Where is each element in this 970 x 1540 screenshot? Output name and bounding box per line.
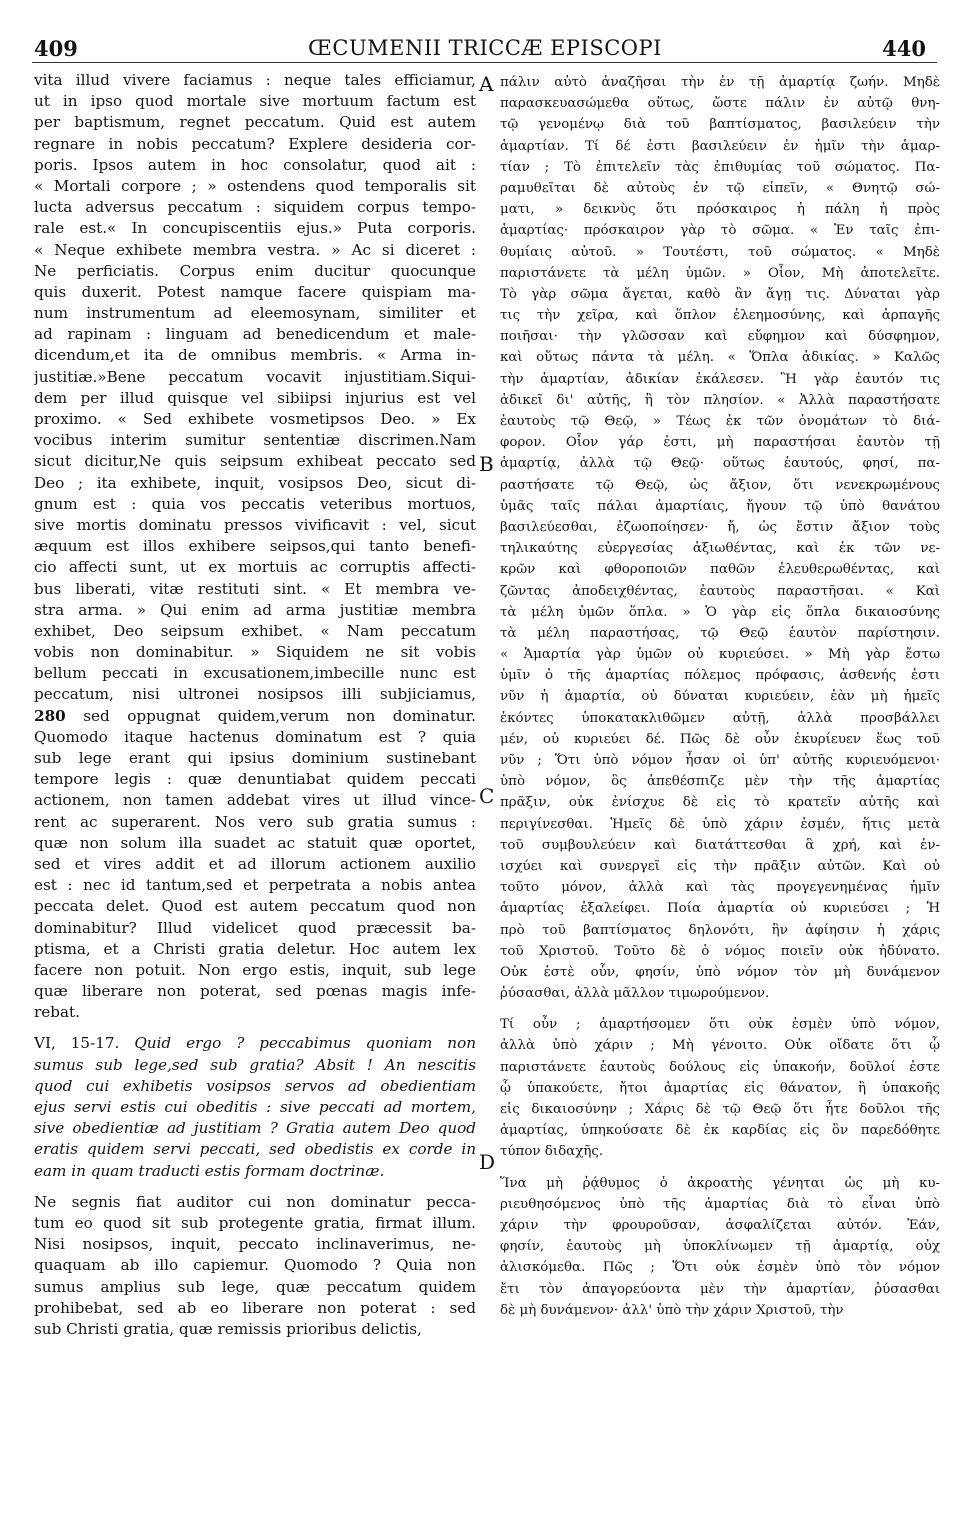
text-line: τὴν ἁμαρτίαν, ἀδικίαν ἐκάλεσεν. Ἢ γὰρ ἑαυτόν τις — [500, 371, 940, 387]
text-line: ad rapinam : linguam ad benedicendum et male- — [34, 325, 476, 344]
page-number-left: 409 — [34, 36, 78, 61]
text-line: vobis non dominabitur. » Siquidem ne sit vobis — [34, 643, 476, 662]
text-line: gnum est : quia vos peccatis veteribus mortuos, — [34, 494, 476, 513]
text-line: ῥύσασθαι, ἀλλὰ μᾶλλον τιμωρούμενον. — [500, 986, 770, 1002]
text-line: dicendum,et ita de omnibus membris. « Arma in- — [34, 346, 476, 365]
text-line: quis duxerit. Potest namque facere quispiam ma- — [34, 282, 476, 301]
text-line: Deo ; ita exhibete, inquit, vosipsos Deo, sicut di- — [34, 473, 476, 492]
text-line: quæ liberare non poterat, sed pœnas magis infe- — [34, 982, 476, 1001]
page-number-right: 440 — [882, 36, 926, 61]
text-line: ἑκόντες ὑποκατακλιθῶμεν αὐτῇ, ἀλλὰ προσβάλλει — [500, 710, 940, 726]
header-rule — [32, 62, 937, 63]
text-line: tempore legis : quæ denuntiabat quidem peccati — [34, 770, 476, 789]
text-line: ποιῆσαι· τὴν γλῶσσαν καὶ εὔφημον καὶ δύσφημον, — [500, 329, 940, 345]
text-line: νῦν ἡ ἁμαρτία, οὐ δύναται κυριεύειν, ἐὰν μὴ ἡμεῖς — [500, 689, 940, 705]
text-line: ἁμαρτίᾳ, ἀλλὰ τῷ Θεῷ· οὕτως ἑαυτούς, φησί, πα- — [500, 456, 940, 472]
text-line: παριστάνετε τὰ μέλη ὑμῶν. » Οἷον, Μὴ ἀποτελεῖτε. — [500, 265, 940, 281]
text-line: eratis quidem servi peccati, sed obedistis ex corde in — [34, 1140, 476, 1159]
text-line: sub Christi gratia, quæ remissis prioribus delictis, — [34, 1319, 422, 1338]
text-line: τὰ μέλη παραστήσας, τῷ Θεῷ ἑαυτὸν παρίστησιν. — [500, 625, 940, 641]
latin-column — [34, 70, 476, 1340]
text-line: rale est.« In concupiscentiis ejus.» Puta corporis. — [34, 219, 476, 238]
text-line: φησίν, ἑαυτοὺς μὴ ὑποκλίνωμεν τῇ ἁμαρτίᾳ, οὐχ — [500, 1239, 940, 1255]
text-line: sumus sub lege,sed sub gratia? Absit ! An nescitis — [34, 1055, 476, 1074]
text-line: ut in ipso quod mortale sive mortuum factum est — [34, 92, 476, 111]
text-line: peccata delet. Quod est autem peccatum quod non — [34, 897, 476, 916]
text-line: proximo. « Sed exhibete vosmetipsos Deo. » Ex — [34, 410, 476, 428]
text-line: « Neque exhibete membra vestra. » Ac si diceret : — [34, 240, 476, 259]
text-line: bellum peccati in excusationem,imbecille nunc est — [34, 664, 476, 683]
text-line: cio affecti sunt, ut ex mortuis ac corruptis affecti- — [34, 558, 476, 577]
margin-letter-a: A — [479, 72, 494, 96]
paragraph-gap — [34, 1023, 476, 1033]
text-line: ᾧ ὑπακούετε, ἤτοι ἁμαρτίας εἰς θάνατον, ἢ ὑπακοῆς — [500, 1080, 940, 1096]
text-line: Quomodo itaque hactenus dominatum est ? quia — [34, 727, 476, 746]
text-line: μέν, οὐ κυριεύει δέ. Πῶς δὲ οὖν ἐκυρίευεν ἕως τοῦ — [500, 731, 940, 747]
text-line: actionem, non tamen addebat vires ut illud vince- — [34, 791, 476, 810]
text-line: παριστάνετε ἑαυτοὺς δούλους εἰς ὑπακοήν, δοῦλοί ἐστε — [500, 1059, 940, 1075]
text-line: θυμίαις αὐτοῦ. » Τουτέστι, τοῦ σώματος. « Μηδὲ — [500, 244, 940, 260]
text-line: rebat. — [34, 1003, 80, 1022]
text-line: eam in quam traducti estis formam doctrinæ. — [34, 1161, 385, 1180]
text-line: facere non potuit. Non ergo estis, inquit, sub lege — [34, 960, 476, 979]
text-line: Ne perficiatis. Corpus enim ducitur quocunque — [34, 261, 476, 280]
text-line: exhibet, Deo seipsum exhibet. « Nam peccatum — [34, 621, 476, 640]
text-line: regnare in nobis peccatum? Explere desideria cor- — [34, 134, 476, 153]
margin-letter-d: D — [479, 1150, 496, 1174]
running-title: ŒCUMENII TRICCÆ EPISCOPI — [308, 36, 662, 60]
text-line: τίαν ; Τὸ ἐπιτελεῖν τὰς ἐπιθυμίας τοῦ σώματος. Πα- — [500, 159, 940, 175]
text-line: ἁμαρτίας· πρόσκαιρον γὰρ τὸ σῶμα. « Ἐν ταῖς ἐπι- — [500, 223, 940, 239]
text-line: ραμυθεῖται δὲ αὐτοὺς ἐν τῷ εἰπεῖν, « Θνητῷ σώ- — [500, 180, 940, 196]
text-line: bus liberati, vitæ restituti sint. « Et membra ve- — [34, 579, 476, 598]
text-line: ἁλισκόμεθα. Πῶς ; Ὅτι οὐκ ἐσμὲν ὑπὸ τὸν νόμον — [500, 1260, 940, 1276]
text-line: ζῶντας ἀποδειχθέντας, ἑαυτοὺς παραστῆσαι. « Καὶ — [500, 583, 940, 599]
text-line: παρασκευασώμεθα οὕτως, ὥστε πάλιν ἐν αὐτῷ θνη- — [500, 96, 940, 112]
text-line: peccatum, nisi ultronei nosipsos illi subjiciamus, — [34, 685, 476, 704]
text-line: νῦν ; Ὅτι ὑπὸ νόμον ἦσαν οἱ ὑπ' αὐτῆς κυριευόμενοι· — [500, 753, 940, 768]
margin-letter-b: B — [479, 452, 494, 476]
text-line: rent ac superarent. Nos vero sub gratia sumus : — [34, 812, 476, 831]
text-line: εἰς δικαιοσύνην ; Χάρις δὲ τῷ Θεῷ ὅτι ἦτε δοῦλοι τῆς — [500, 1102, 940, 1117]
text-line: ισχύει καὶ συνεργεῖ εἰς τὴν πρᾶξιν αὐτῶν. Καὶ οὐ — [500, 858, 940, 874]
text-line: per baptismum, regnet peccatum. Quid est autem — [34, 113, 476, 132]
text-line: τῷ γενομένῳ διὰ τοῦ βαπτίσματος, βασιλεύειν τὴν — [500, 117, 940, 133]
text-line: ριευθησόμενος ὑπὸ τῆς ἁμαρτίας διὰ τὸ εἶναι ὑπὸ — [500, 1196, 940, 1212]
text-line: sive obedientiæ ad justitiam ? Gratia autem Deo quod — [34, 1119, 476, 1138]
paragraph-gap — [500, 1163, 940, 1173]
text-line: Τί οὖν ; ἁμαρτήσομεν ὅτι οὐκ ἐσμὲν ὑπὸ νόμον, — [500, 1017, 940, 1033]
text-line: lucta adversus peccatum : siquidem corpus tempo- — [34, 198, 476, 217]
text-line: δὲ μὴ δυνάμενον· ἀλλ' ὑπὸ τὴν χάριν Χριστοῦ, τὴν — [500, 1302, 844, 1318]
text-line: VI, 15-17. Quid ergo ? peccabimus quoniam non — [34, 1034, 476, 1053]
text-line: τοῦ Χριστοῦ. Τοῦτο δὲ ὁ νόμος ποιεῖν οὐκ ἠδύνατο. — [500, 943, 940, 959]
text-line: τοῦτο μόνον, ἀλλὰ καὶ τὰς προγεγενημένας ἡμῖν — [500, 880, 940, 896]
text-line: sed et vires addit et ad illorum actionem auxilio — [34, 854, 476, 873]
text-line: ὑμῖν ὁ τῆς ἁμαρτίας πόλεμος πρόφασις, ἀσθενής ἐστι — [500, 668, 940, 684]
text-line: « Mortali corpore ; » ostendens quod temporalis sit — [34, 176, 476, 195]
text-line: quod cui exhibetis vosipsos servos ad obedientiam — [34, 1076, 476, 1095]
text-line: vita illud vivere faciamus : neque tales efficiamur, — [34, 71, 476, 89]
text-line: æquum est illos exhibere seipsos,qui tanto benefi- — [34, 537, 476, 556]
text-line: περιγίνεσθαι. Ἡμεῖς δὲ ὑπὸ χάριν ἐσμέν, ἥτις μετὰ — [500, 816, 940, 832]
text-line: justitiæ.»Bene peccatum vocavit injustitiam.Siqui- — [34, 367, 476, 386]
greek-column — [500, 72, 940, 1321]
text-line: ἀλλὰ ὑπὸ χάριν ; Μὴ γένοιτο. Οὐκ οἴδατε ὅτι ᾧ — [500, 1038, 940, 1054]
text-line: Ἵνα μὴ ῥᾴθυμος ὁ ἀκροατὴς γένηται ὡς μὴ κυ- — [500, 1175, 940, 1191]
text-line: τὰ μέλη ὑμῶν ὅπλα. » Ὁ γὰρ εἰς ὅπλα δικαιοσύνης — [500, 604, 940, 620]
text-line: τηλικαύτης εὐεργεσίας ἀξιωθέντας, καὶ ἐκ τῶν νε- — [500, 541, 940, 557]
text-line: τύπον διδαχῆς. — [500, 1144, 604, 1160]
text-line: πάλιν αὐτὸ ἀναζῆσαι τὴν ἐν τῇ ἁμαρτίᾳ ζωήν. Μηδὲ — [500, 75, 940, 90]
text-line: πρᾶξιν, οὐκ ἐνίσχυε δὲ εἰς τὸ κρατεῖν αὐτῆς καὶ — [500, 795, 940, 811]
text-line: est : nec id tantum,sed et perpetrata a nobis antea — [34, 876, 476, 895]
text-line: τοῦ συμβουλεύειν καὶ διατάττεσθαι ἃ χρή, καὶ ἐν- — [500, 837, 940, 853]
text-line: ἑαυτοὺς τῷ Θεῷ, » Τέως ἐκ τῶν ὀνομάτων τὸ διά- — [500, 414, 940, 429]
text-line: stra arma. » Qui enim ad arma justitiæ membra — [34, 600, 476, 619]
text-line: ὑμᾶς ταῖς πάλαι ἁμαρτίαις, ἤγουν τῷ ὑπὸ θανάτου — [500, 498, 940, 514]
text-line: ἁμαρτίαν. Τί δέ ἐστι βασιλεύειν ἐν ἡμῖν τὴν ἁμαρ- — [500, 138, 940, 154]
text-line: tum eo quod sit sub protegente gratia, firmat illum. — [34, 1213, 476, 1232]
text-line: ptisma, et a Christi gratia deletur. Hoc autem lex — [34, 939, 476, 958]
text-line: ἁμαρτίας ἐξαλείφει. Ποία ἁμαρτία οὐ κυριεύσει ; Ἡ — [500, 901, 940, 917]
text-line: ἔτι τὸν ἀπαγορεύοντα μὲν τὴν ἁμαρτίαν, ῥύσασθαι — [500, 1281, 940, 1297]
text-line: κρῶν καὶ φθοροποιῶν παθῶν ἐλευθερωθέντας, καὶ — [500, 562, 940, 578]
text-line: ἀδικεῖ δι' αὐτῆς, ἢ τὸν πλησίον. « Ἀλλὰ παραστήσατε — [500, 392, 940, 408]
paragraph-gap — [34, 1182, 476, 1192]
text-line: « Ἁμαρτία γὰρ ὑμῶν οὐ κυριεύσει. » Μὴ γὰρ ἔστω — [500, 647, 940, 663]
text-line: sive mortis dominatu pressos vivificavit : vel, sicut — [34, 515, 476, 534]
text-line: ejus servi estis cui obeditis : sive peccati ad mortem, — [34, 1098, 476, 1116]
text-line: prohibebat, sed ab eo liberare non poterat : sed — [34, 1298, 476, 1317]
text-line: quaquam ab illo capiemur. Quomodo ? Quia non — [34, 1256, 476, 1275]
text-line: χάριν τὴν φρουροῦσαν, ἀσφαλίζεται αὐτόν. Ἐάν, — [500, 1217, 940, 1233]
text-line: sub lege erant qui ipsius dominium sustinebant — [34, 749, 476, 767]
text-line: βασιλεύεσθαι, ἐζωοποίησεν· ἤ, ὡς ἔστιν ἄξιον τοὺς — [500, 519, 940, 535]
text-line: sumus amplius sub lege, quæ peccatum quidem — [34, 1277, 476, 1296]
text-line: ραστήσατε τῷ Θεῷ, ὡς ἄξιον, ὅτι νενεκρωμένους — [500, 477, 940, 493]
text-line: καὶ οὕτως πάντα τὰ μέλη. « Ὅπλα ἀδικίας. » Καλῶς — [500, 350, 940, 366]
text-line: num instrumentum ad eleemosynam, similiter et — [34, 304, 476, 323]
text-line: ματι, » δεικνὺς ὅτι πρόσκαιρος ἡ πάλη ἡ πρὸς — [500, 202, 940, 218]
text-line: poris. Ipsos autem in hoc consolatur, quod ait : — [34, 155, 476, 174]
text-line: 280 sed oppugnat quidem,verum non dominatur. — [34, 706, 476, 725]
text-line: φορον. Οἷον γάρ ἐστι, μὴ παραστήσαι ἑαυτὸν τῇ — [500, 435, 940, 451]
text-line: Οὐκ ἐστὲ οὖν, φησίν, ὑπὸ νόμον τὸν μὴ δυνάμενον — [500, 964, 940, 980]
text-line: quæ non solum illa suadet ac statuit quæ oportet, — [34, 833, 476, 852]
text-line: Ne segnis fiat auditor cui non dominatur pecca- — [34, 1192, 476, 1211]
text-line: Nisi nosipsos, inquit, peccato inclinaverimus, ne- — [34, 1235, 476, 1254]
text-line: πρὸ τοῦ βαπτίσματος δηλονότι, ἣν ἀφίησιν ἡ χάρις — [500, 922, 940, 938]
text-line: Τὸ γὰρ σῶμα ἄγεται, καθὸ ἂν ἄγῃ τις. Δύναται γὰρ — [500, 286, 940, 302]
text-line: dominabitur? Illud videlicet quod præcessit ba- — [34, 918, 476, 937]
text-line: sicut dicitur,Ne quis seipsum exhibeat peccato sed — [34, 452, 476, 471]
paragraph-gap — [500, 1004, 940, 1014]
text-line: ἁμαρτίας, ὑπηκούσατε δὲ ἐκ καρδίας εἰς ὃν παρεδόθητε — [500, 1123, 940, 1139]
text-line: τις τὴν χεῖρα, καὶ ὅπλον ἐλεημοσύνης, καὶ ἁρπαγῆς — [500, 308, 940, 324]
text-line: ὑπὸ νόμον, ὃς ἀπεθέσπιζε μὲν τὴν τῆς ἁμαρτίας — [500, 774, 940, 790]
margin-letter-c: C — [479, 784, 495, 808]
text-line: dem per illud quisque vel sibiipsi injurius est vel — [34, 388, 476, 407]
text-line: vocibus interim sumitur sententiæ discrimen.Nam — [34, 431, 476, 450]
